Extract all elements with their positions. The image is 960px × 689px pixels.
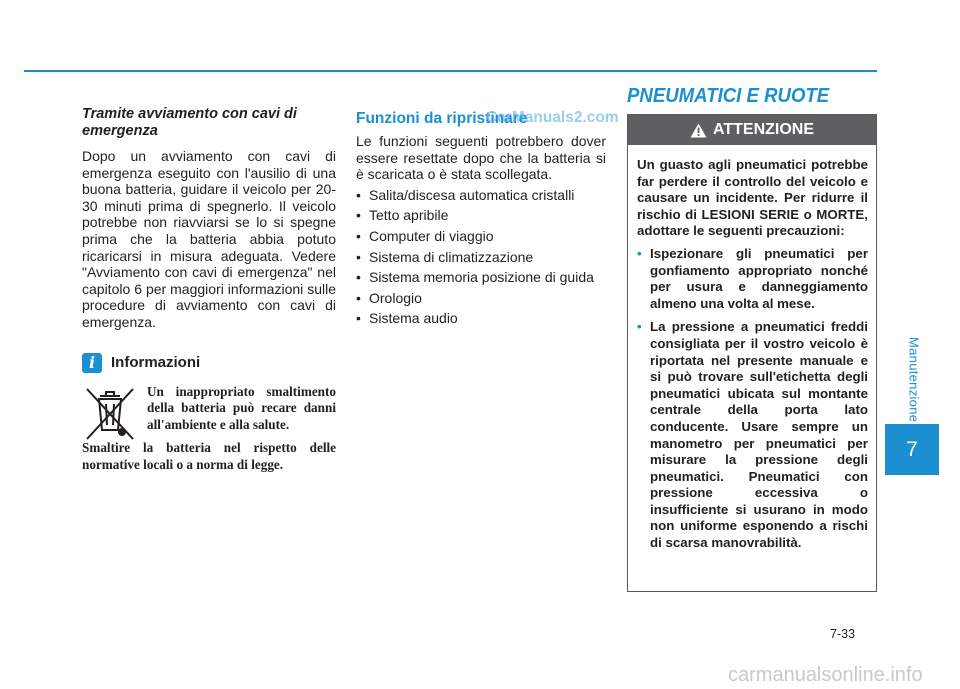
list-item: • Ispezionare gli pneumatici per gonfiamento appropriato nonché per usura e danneggiamento almeno una volta al mese. <box>637 246 868 312</box>
warning-triangle-icon <box>690 123 707 138</box>
list-item: • Sistema memoria posizione di guida <box>356 269 606 286</box>
warning-box <box>627 114 877 592</box>
watermark-top: CarManuals2.com <box>486 109 619 126</box>
crossed-bin-icon <box>84 384 136 442</box>
page-number: 7-33 <box>830 627 856 641</box>
warning-header-label: ATTENZIONE <box>712 121 815 138</box>
top-rule <box>24 70 877 72</box>
list-item: • Tetto apribile <box>356 207 606 224</box>
warning-list <box>637 246 868 552</box>
info-text-regulations: Smaltire la batteria nel rispetto delle normative locali o a norma di legge. <box>82 439 336 472</box>
info-text-disposal: Un inappropriato smaltimento della batteria può recare danni all'ambiente e alla salute. <box>147 383 336 433</box>
section-title: PNEUMATICI E RUOTE <box>627 85 830 107</box>
warning-intro: Un guasto agli pneumatici potrebbe far perdere il controllo del veicolo e causare un incidente. Per ridurre il rischio di LESIONI SERIE o MORTE, adottare le seguenti precauzioni: <box>637 157 868 239</box>
info-header <box>82 353 336 373</box>
list-item: • Computer di viaggio <box>356 228 606 245</box>
reset-functions-list <box>356 187 606 327</box>
info-body <box>82 384 336 474</box>
column-left <box>82 106 336 474</box>
jump-start-subheading: Tramite avviamento con cavi di emergenza <box>82 106 297 139</box>
watermark-bottom: carmanualsonline.info <box>728 664 923 686</box>
column-right <box>627 84 877 592</box>
chapter-side-label <box>902 337 926 423</box>
list-item: • Sistema di climatizzazione <box>356 249 606 266</box>
column-middle <box>356 110 606 331</box>
reset-functions-heading: Funzioni da ripristinare <box>356 110 528 127</box>
info-title: Informazioni <box>111 354 201 372</box>
list-item: • La pressione a pneumatici freddi consigliata per il vostro veicolo è riportata nel presente manuale e si può trovare sull'etichetta degli pneumatici ubicata sul montante centrale della porta lato conducente. Usare sempre un manometro per pneumatici per misurare la pressione degli pneumatici. Pneumatici con pressione eccessiva o insufficiente si usurano in modo non uniforme esponendo a rischi di scarsa manovrabilità. <box>637 319 868 551</box>
list-item: • Orologio <box>356 290 606 307</box>
jump-start-paragraph: Dopo un avviamento con cavi di emergenza eseguito con l'ausilio di una buona batteria, guidare il veicolo per 20-30 minuti prima di spegnerlo. Il veicolo potrebbe non riavviarsi se lo si spegne prima che la batteria abbia potuto ricaricarsi in misura adeguata. Vedere "Avviamento con cavi di emergenza" nel capitolo 6 per maggiori informazioni sulle procedure di avviamento con cavi di emergenza. <box>82 148 336 330</box>
chapter-tab: 7 <box>885 424 939 475</box>
warning-header <box>628 115 876 145</box>
info-icon: i <box>82 353 102 373</box>
warning-content <box>628 145 876 552</box>
chapter-name: Manutenzione <box>906 337 922 423</box>
list-item: • Salita/discesa automatica cristalli <box>356 187 606 204</box>
list-item: • Sistema audio <box>356 310 606 327</box>
reset-functions-intro: Le funzioni seguenti potrebbero dover essere resettate dopo che la batteria si è scaricata o è stata scollegata. <box>356 133 606 183</box>
